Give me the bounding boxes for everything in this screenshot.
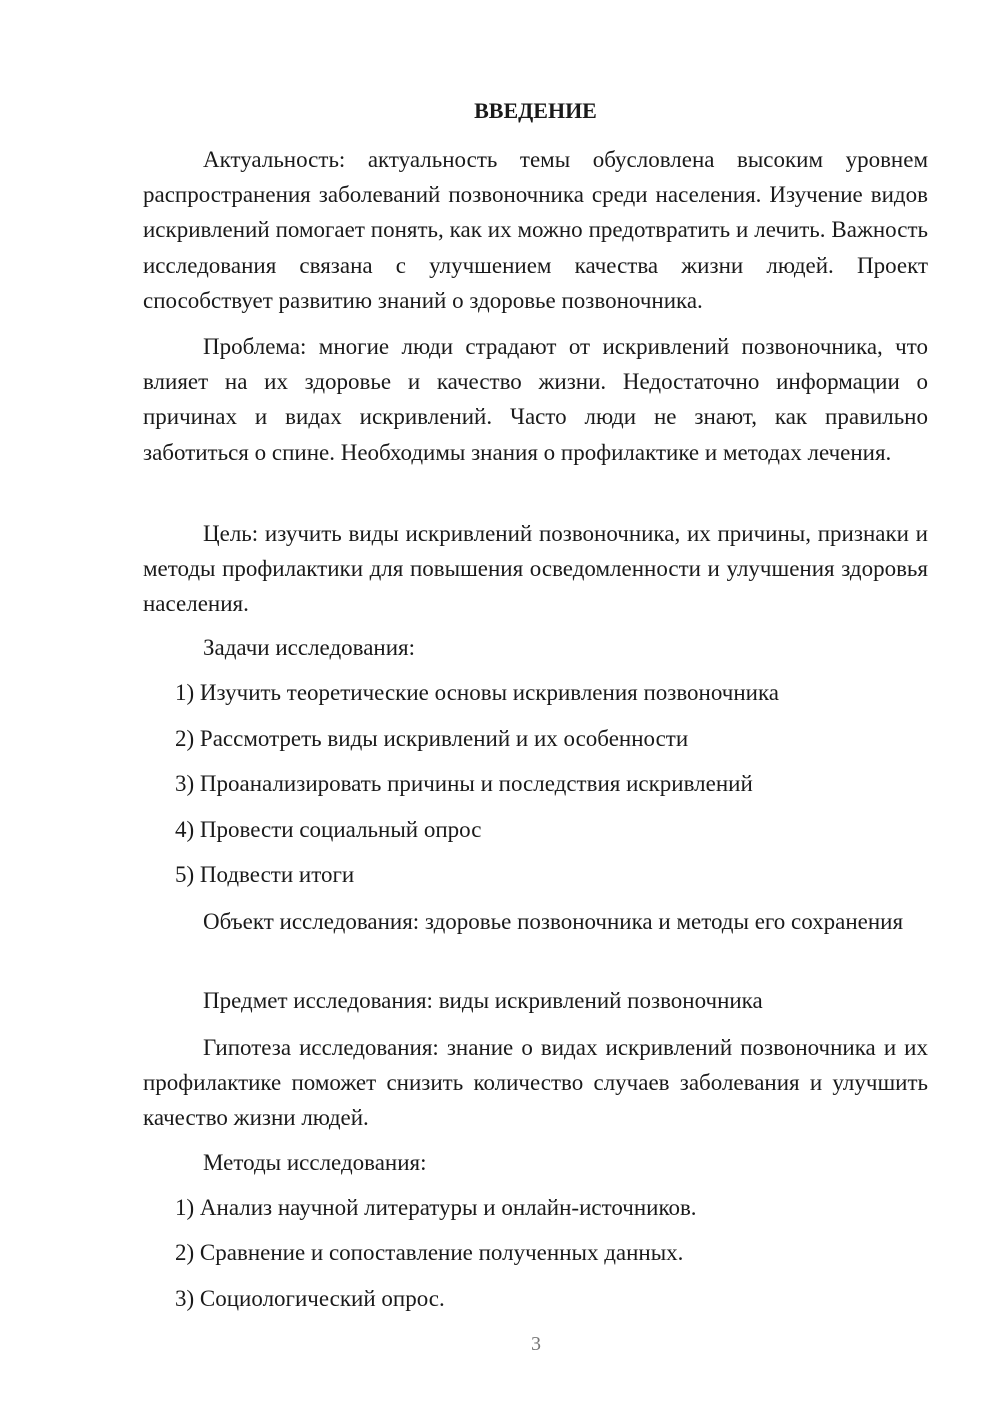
paragraph-goal: Цель: изучить виды искривлений позвоночника, их причины, признаки и методы профилактики для повышения осведомленности и улучшения здоровья населения.: [143, 521, 928, 617]
paragraph-problem: Проблема: многие люди страдают от искривлений позвоночника, что влияет на их здоровье и качество жизни. Недостаточно информации о причинах и видах искривлений. Часто люди не знают, как правильно заботиться о спине. Необходимы знания о профилактике и методах лечения.: [143, 334, 928, 465]
page-title: ВВЕДЕНИЕ: [474, 98, 597, 123]
task-item-5: 5) Подвести итоги: [175, 862, 355, 887]
method-item-1: 1) Анализ научной литературы и онлайн-источников.: [175, 1195, 697, 1220]
page-number: 3: [531, 1333, 541, 1355]
task-item-1: 1) Изучить теоретические основы искривления позвоночника: [175, 680, 779, 705]
paragraph-subject: Предмет исследования: виды искривлений позвоночника: [203, 988, 763, 1013]
paragraph-object: Объект исследования: здоровье позвоночника и методы его сохранения: [203, 909, 904, 934]
task-item-2: 2) Рассмотреть виды искривлений и их особенности: [175, 726, 689, 751]
method-item-2: 2) Сравнение и сопоставление полученных данных.: [175, 1240, 684, 1265]
tasks-heading: Задачи исследования:: [203, 635, 416, 660]
task-item-4: 4) Провести социальный опрос: [175, 817, 482, 842]
paragraph-hypothesis: Гипотеза исследования: знание о видах искривлений позвоночника и их профилактике поможет снизить количество случаев заболевания и улучшить качество жизни людей.: [143, 1035, 928, 1131]
paragraph-relevance: Актуальность: актуальность темы обусловлена высоким уровнем распространения заболеваний позвоночника среди населения. Изучение видов искривлений помогает понять, как их можно предотвратить и лечить. Важность исследования связана с улучшением качества жизни людей. Проект способствует развитию знаний о здоровье позвоночника.: [143, 147, 928, 313]
method-item-3: 3) Социологический опрос.: [175, 1286, 445, 1311]
methods-heading: Методы исследования:: [203, 1150, 427, 1175]
task-item-3: 3) Проанализировать причины и последствия искривлений: [175, 771, 753, 796]
